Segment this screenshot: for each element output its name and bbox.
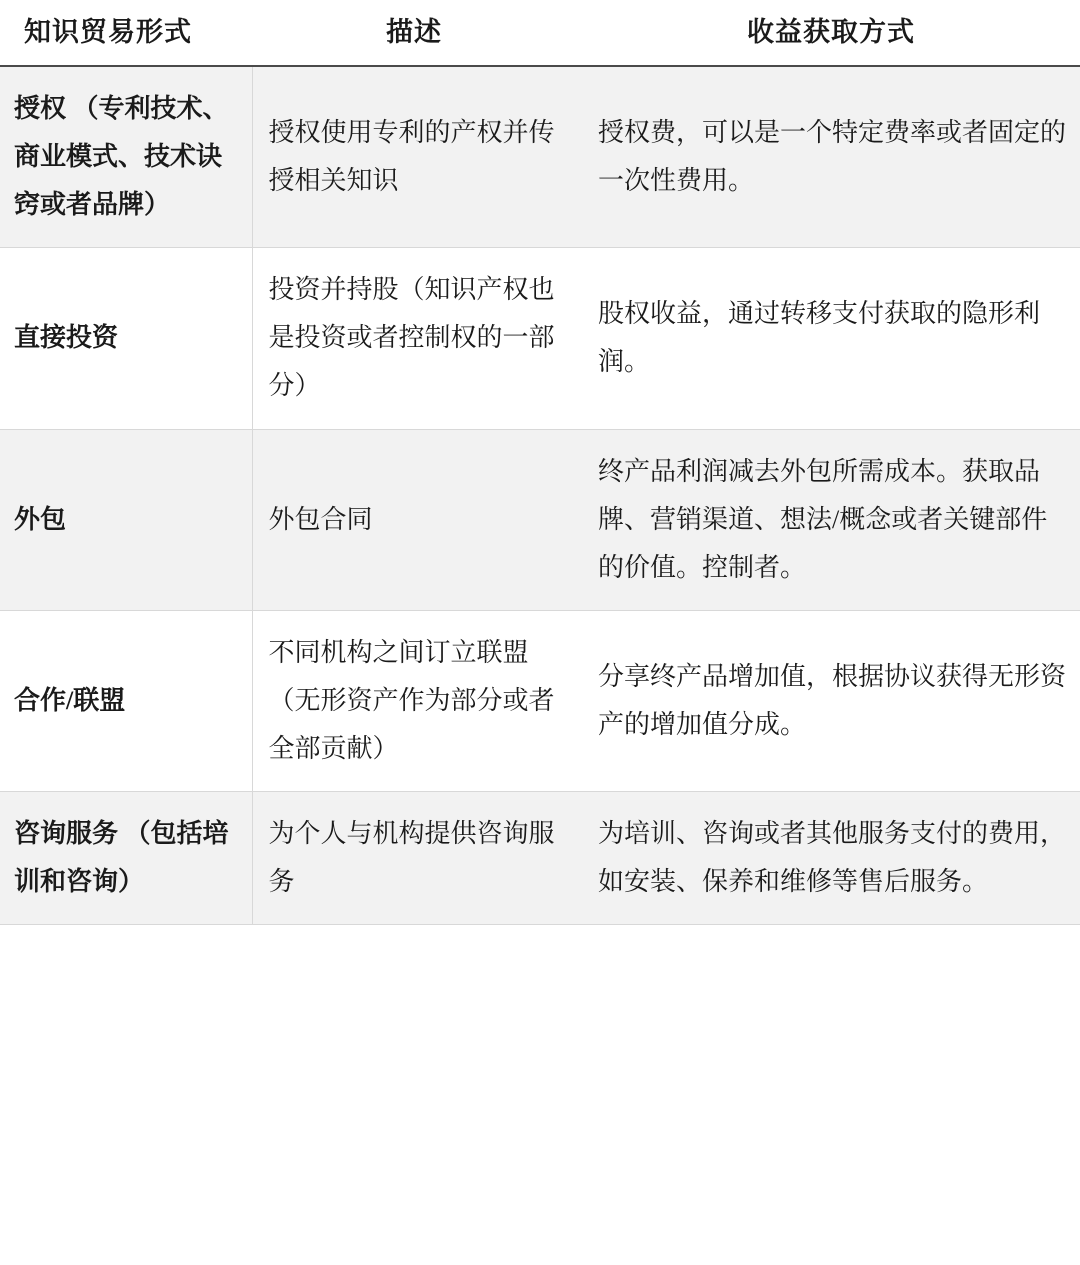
cell-form	[0, 248, 252, 429]
table-header	[0, 0, 1080, 66]
cell-description	[252, 66, 582, 248]
cell-form-text: 外包	[14, 504, 67, 534]
table-row	[0, 429, 1080, 610]
cell-revenue-text: 授权费，可以是一个特定费率或者固定的一次性费用。	[598, 118, 1067, 196]
cell-revenue-text: 终产品利润减去外包所需成本。获取品牌、营销渠道、想法/概念或者关键部件的价值。控制者。	[598, 456, 1048, 582]
table-header-row	[0, 0, 1080, 66]
cell-form-text: 咨询服务 （包括培训和咨询）	[14, 819, 229, 897]
cell-revenue	[582, 66, 1080, 248]
column-header-revenue: 收益获取方式	[582, 0, 1080, 66]
cell-form	[0, 792, 252, 925]
cell-description	[252, 792, 582, 925]
cell-revenue	[582, 792, 1080, 925]
cell-revenue-text: 分享终产品增加值，根据协议获得无形资产的增加值分成。	[598, 661, 1067, 739]
table-row	[0, 610, 1080, 791]
cell-description-text: 外包合同	[268, 504, 373, 534]
table-row	[0, 792, 1080, 925]
cell-form-text: 合作/联盟	[14, 685, 126, 715]
cell-form	[0, 610, 252, 791]
cell-revenue	[582, 429, 1080, 610]
cell-form	[0, 429, 252, 610]
cell-form	[0, 66, 252, 248]
cell-form-text: 授权 （专利技术、商业模式、技术诀窍或者品牌）	[14, 94, 229, 220]
cell-revenue-text: 股权收益，通过转移支付获取的隐形利润。	[598, 299, 1041, 377]
table-row	[0, 66, 1080, 248]
cell-description	[252, 610, 582, 791]
cell-description	[252, 429, 582, 610]
column-header-form: 知识贸易形式	[0, 0, 252, 66]
cell-description	[252, 248, 582, 429]
table-row	[0, 248, 1080, 429]
cell-description-text: 授权使用专利的产权并传授相关知识	[268, 118, 555, 196]
cell-description-text: 为个人与机构提供咨询服务	[268, 819, 555, 897]
cell-revenue	[582, 610, 1080, 791]
cell-description-text: 不同机构之间订立联盟（无形资产作为部分或者全部贡献）	[268, 637, 555, 764]
cell-form-text: 直接投资	[14, 323, 119, 353]
cell-revenue	[582, 248, 1080, 429]
cell-description-text: 投资并持股（知识产权也是投资或者控制权的一部分）	[268, 275, 555, 401]
table-body	[0, 66, 1080, 925]
column-header-description: 描述	[252, 0, 582, 66]
cell-revenue-text: 为培训、咨询或者其他服务支付的费用，如安装、保养和维修等售后服务。	[598, 819, 1067, 897]
